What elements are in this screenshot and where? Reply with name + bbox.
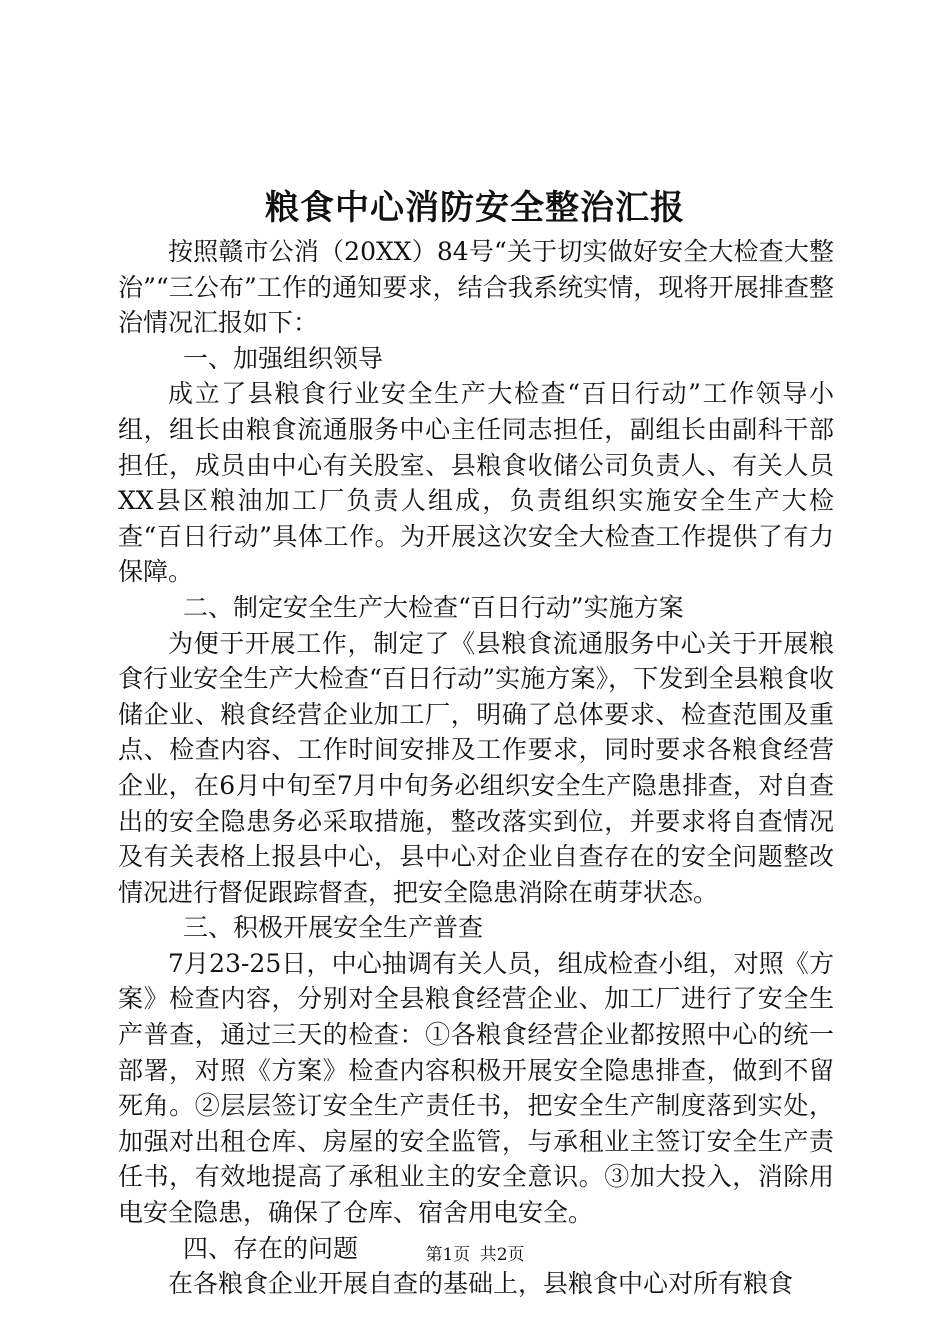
- paragraph-intro: 按照赣市公消（20XX）84号“关于切实做好安全大检查大整治”“三公布”工作的通知要求，结合我系统实情，现将开展排查整治情况汇报如下：: [118, 237, 834, 338]
- page-number: 第1页: [425, 1245, 471, 1265]
- page-total: 共2页: [479, 1245, 525, 1265]
- section-heading-2: 二、制定安全生产大检查“百日行动”实施方案: [183, 592, 684, 622]
- document-title: 粮食中心消防安全整治汇报: [265, 188, 685, 228]
- section-heading-1: 一、加强组织领导: [183, 343, 384, 373]
- document-body: [118, 234, 834, 1302]
- page-footer: [0, 1243, 950, 1267]
- paragraph-section-4: 在各粮食企业开展自查的基础上，县粮食中心对所有粮食: [168, 1269, 794, 1299]
- section-heading-3: 三、积极开展安全生产普查: [183, 913, 484, 943]
- paragraph-section-2: 为便于开展工作，制定了《县粮食流通服务中心关于开展粮食行业安全生产大检查“百日行动”实施方案》，下发到全县粮食收储企业、粮食经营企业加工厂，明确了总体要求、检查范围及重点、检查内容、工作时间安排及工作要求，同时要求各粮食经营企业，在6月中旬至7月中旬务必组织安全生产隐患排查，对自查出的安全隐患务必采取措施，整改落实到位，并要求将自查情况及有关表格上报县中心，县中心对企业自查存在的安全问题整改情况进行督促跟踪督查，把安全隐患消除在萌芽状态。: [118, 628, 834, 907]
- paragraph-section-1: 成立了县粮食行业安全生产大检查“百日行动”工作领导小组，组长由粮食流通服务中心主任同志担任，副组长由副科干部担任，成员由中心有关股室、县粮食收储公司负责人、有关人员XX县区粮油加工厂负责人组成，负责组织实施安全生产大检查“百日行动”具体工作。为开展这次安全大检查工作提供了有力保障。: [118, 379, 834, 587]
- paragraph-section-3: 7月23-25日，中心抽调有关人员，组成检查小组，对照《方案》检查内容，分别对全县粮食经营企业、加工厂进行了安全生产普查，通过三天的检查：①各粮食经营企业都按照中心的统一部署，对照《方案》检查内容积极开展安全隐患排查，做到不留死角。②层层签订安全生产责任书，把安全生产制度落到实处，加强对出租仓库、房屋的安全监管，与承租业主签订安全生产责任书，有效地提高了承租业主的安全意识。③加大投入，消除用电安全隐患，确保了仓库、宿舍用电安全。: [118, 948, 834, 1228]
- section-heading-4: 四、存在的问题: [183, 1233, 359, 1263]
